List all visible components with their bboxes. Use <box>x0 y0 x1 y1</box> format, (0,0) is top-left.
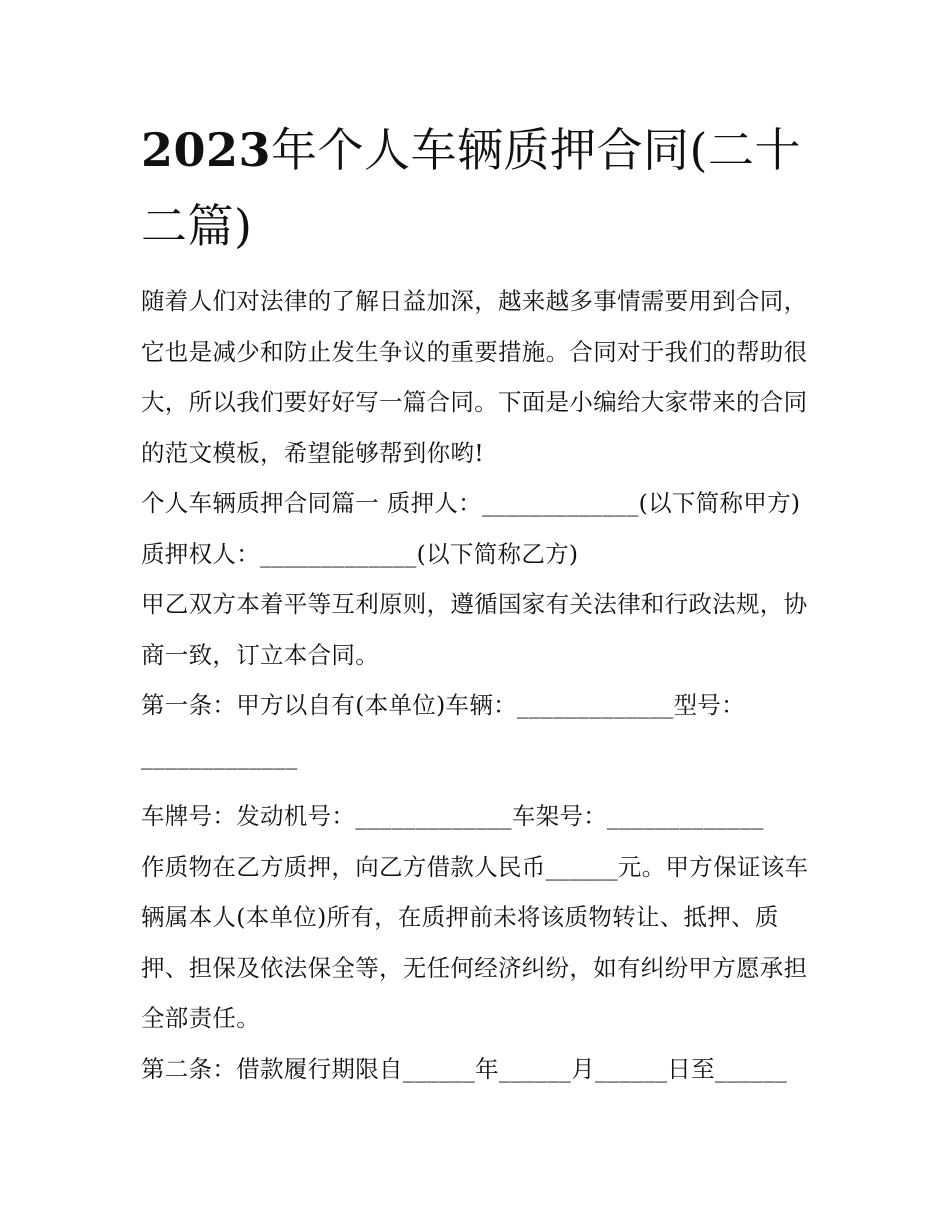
principle-paragraph: 甲乙双方本着平等互利原则，遵循国家有关法律和行政法规，协商一致，订立本合同。 <box>141 590 808 669</box>
intro-paragraph: 随着人们对法律的了解日益加深，越来越多事情需要用到合同，它也是减少和防止发生争议的重要措施。合同对于我们的帮助很大，所以我们要好好写一篇合同。下面是小编给大家带来的合同的范文模板，希望能够帮到你哟! <box>141 287 808 467</box>
article-one-paragraph: 第一条：甲方以自有(本单位)车辆：_____________型号：_____________ <box>141 691 745 770</box>
article-two-paragraph: 第二条：借款履行期限自______年______月______日至______ <box>141 1054 788 1083</box>
title-text: 年个人车辆质押合同(二十二篇) <box>141 123 801 253</box>
title-year: 2023 <box>141 123 272 177</box>
spacer <box>141 781 813 791</box>
document-page <box>141 112 813 1094</box>
document-title <box>141 112 813 264</box>
pledge-terms-paragraph: 作质物在乙方质押，向乙方借款人民币______元。甲方保证该车辆属本人(本单位)所有，在质押前未将该质物转让、抵押、质押、担保及依法保全等，无任何经济纠纷，如有纠纷甲方愿承担全部责任。 <box>141 852 809 1032</box>
parties-paragraph: 个人车辆质押合同篇一 质押人：_____________(以下简称甲方) 质押权人：_____________(以下简称乙方) <box>141 489 801 568</box>
vehicle-ids-paragraph: 车牌号：发动机号：_____________车架号：_____________ <box>141 802 764 830</box>
